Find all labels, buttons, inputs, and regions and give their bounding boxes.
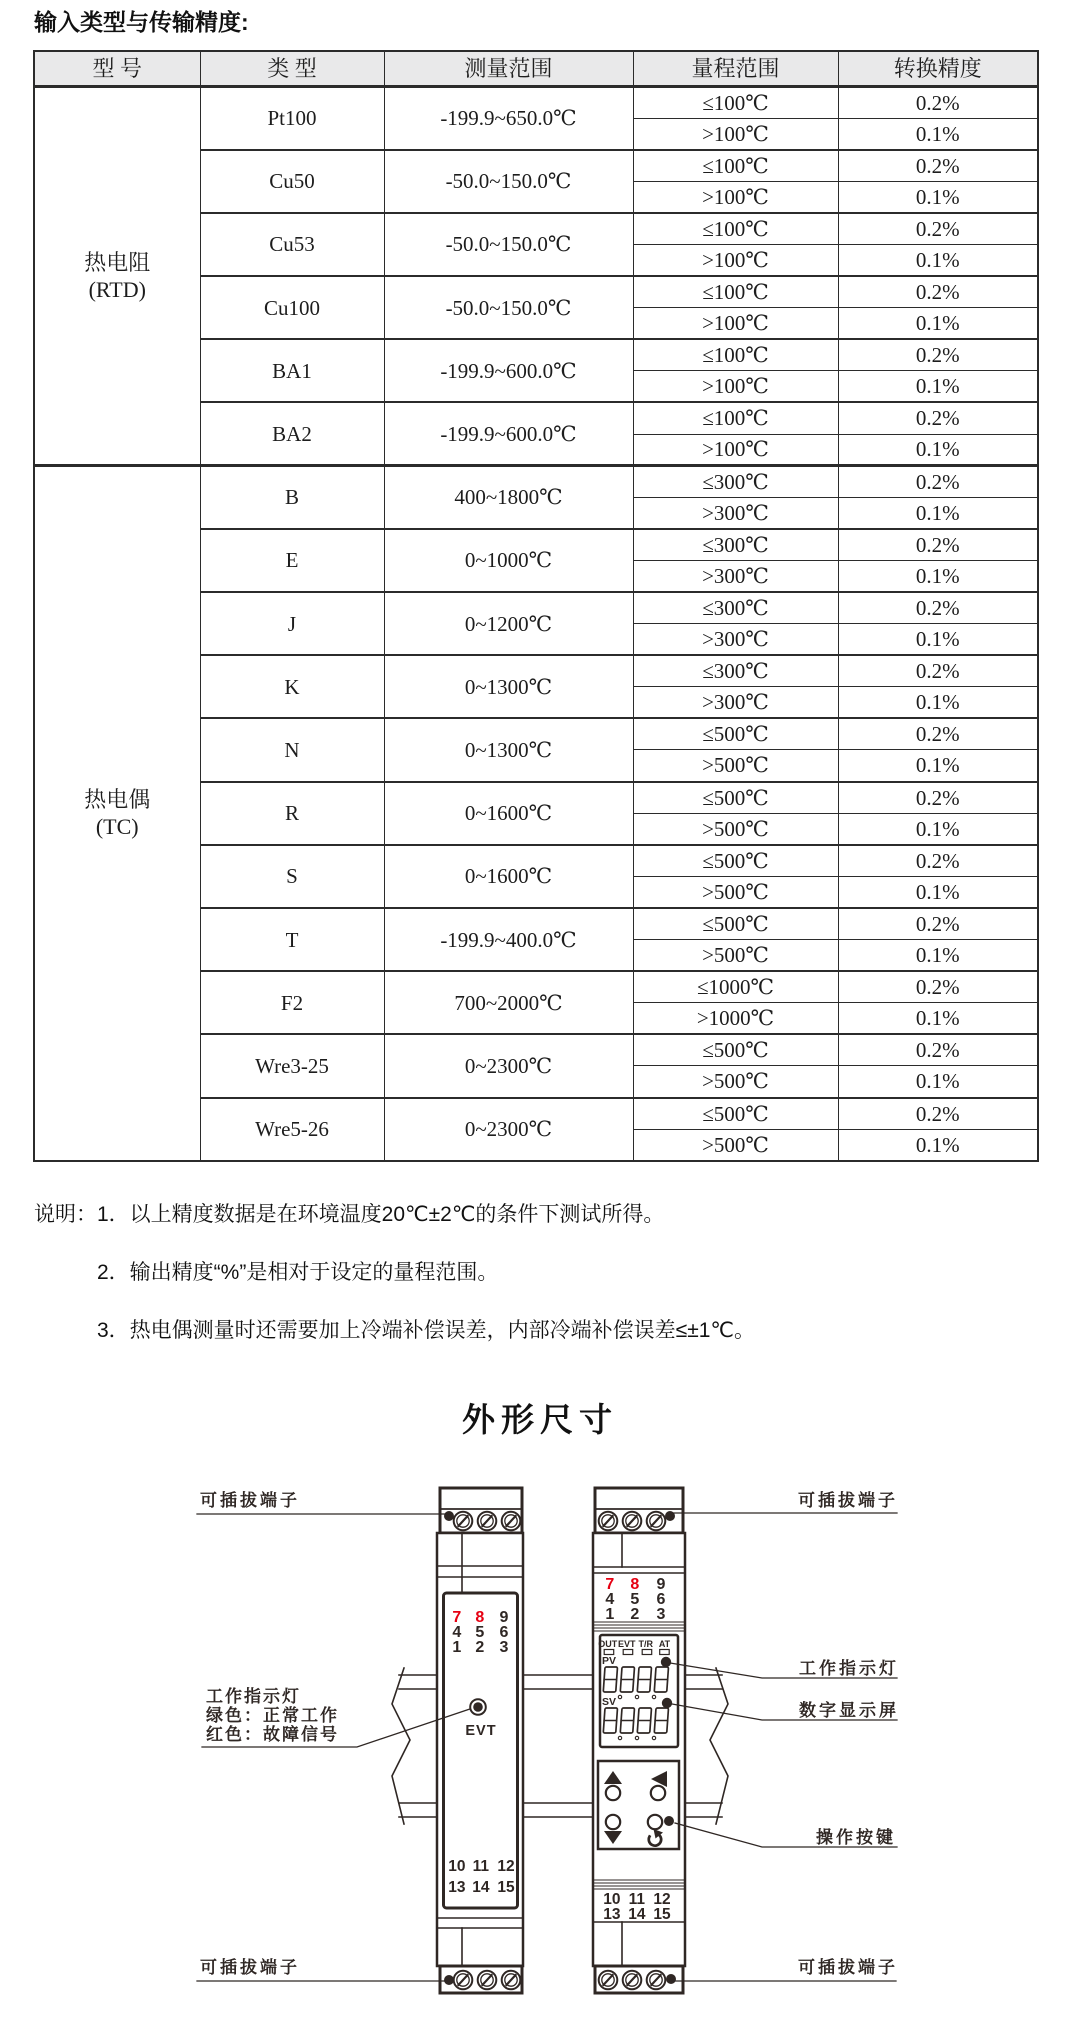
range-cell: -50.0~150.0℃ [384, 150, 633, 213]
label-terminal-bottom-right: 可插拔端子 [798, 1958, 898, 1977]
accuracy-cell: 0.1% [838, 560, 1038, 592]
span-cell: >500℃ [633, 1129, 838, 1161]
left-device [437, 1488, 523, 1993]
span-cell: ≤500℃ [633, 908, 838, 940]
type-cell: Wre3-25 [200, 1034, 384, 1097]
span-cell: ≤100℃ [633, 339, 838, 371]
accuracy-cell: 0.2% [838, 718, 1038, 750]
span-cell: >500℃ [633, 940, 838, 972]
type-cell: N [200, 718, 384, 781]
sv-label: SV [602, 1696, 617, 1708]
accuracy-cell: 0.2% [838, 1034, 1038, 1066]
label-display-right: 数字显示屏 [799, 1701, 899, 1720]
range-cell: -199.9~650.0℃ [384, 87, 633, 150]
span-cell: >1000℃ [633, 1003, 838, 1035]
svg-text:13 14 15: 13 14 15 [603, 1906, 671, 1923]
range-cell: 700~2000℃ [384, 971, 633, 1034]
range-cell: 0~1000℃ [384, 529, 633, 592]
span-cell: ≤100℃ [633, 213, 838, 245]
column-header-range: 测量范围 [384, 51, 633, 87]
label-terminal-bottom-left: 可插拔端子 [200, 1958, 300, 1977]
leader-lines [197, 1513, 897, 1981]
span-cell: ≤500℃ [633, 845, 838, 877]
evt-label: EVT [465, 1723, 497, 1739]
span-cell: >100℃ [633, 434, 838, 466]
type-cell: Cu100 [200, 276, 384, 339]
accuracy-cell: 0.2% [838, 276, 1038, 308]
accuracy-cell: 0.2% [838, 213, 1038, 245]
range-cell: -199.9~600.0℃ [384, 339, 633, 402]
accuracy-cell: 0.1% [838, 434, 1038, 466]
accuracy-cell: 0.2% [838, 971, 1038, 1003]
span-cell: >500℃ [633, 813, 838, 845]
accuracy-cell: 0.1% [838, 181, 1038, 213]
spec-table [33, 50, 1039, 1162]
label-indicator-left-red: 红色：故障信号 [206, 1725, 339, 1744]
accuracy-cell: 0.1% [838, 1129, 1038, 1161]
spec-table-body [34, 87, 1038, 1161]
svg-text:4 5 6: 4 5 6 [605, 1591, 666, 1608]
accuracy-cell: 0.1% [838, 750, 1038, 782]
label-indicator-right: 工作指示灯 [799, 1659, 899, 1678]
span-cell: ≤500℃ [633, 1034, 838, 1066]
range-cell: 0~1600℃ [384, 845, 633, 908]
outline-drawing [0, 1472, 1080, 2032]
svg-text:4 5 6: 4 5 6 [452, 1624, 509, 1641]
outline-section-title: 外形尺寸 [462, 1401, 618, 1438]
range-cell: 0~2300℃ [384, 1034, 633, 1097]
accuracy-cell: 0.2% [838, 529, 1038, 561]
span-cell: >100℃ [633, 118, 838, 150]
accuracy-cell: 0.1% [838, 308, 1038, 340]
span-cell: >300℃ [633, 624, 838, 656]
notes-block [34, 1200, 755, 1374]
type-cell: Cu53 [200, 213, 384, 276]
accuracy-cell: 0.2% [838, 87, 1038, 119]
left-bottom-terminal-dot [444, 1975, 454, 1985]
range-cell: 0~1200℃ [384, 592, 633, 655]
span-cell: ≤300℃ [633, 466, 838, 498]
type-cell: E [200, 529, 384, 592]
span-cell: ≤300℃ [633, 655, 838, 687]
label-indicator-left-green: 绿色：正常工作 [206, 1706, 339, 1725]
table-row [34, 87, 1038, 119]
span-cell: >300℃ [633, 687, 838, 719]
type-cell: B [200, 466, 384, 529]
accuracy-cell: 0.2% [838, 782, 1038, 814]
pv-label: PV [602, 1655, 617, 1667]
column-header-type: 类 型 [200, 51, 384, 87]
range-cell: 0~2300℃ [384, 1098, 633, 1161]
span-cell: ≤100℃ [633, 276, 838, 308]
column-header-accuracy: 转换精度 [838, 51, 1038, 87]
type-cell: S [200, 845, 384, 908]
rail-break-right [710, 1668, 728, 1824]
type-cell: T [200, 908, 384, 971]
span-cell: ≤500℃ [633, 782, 838, 814]
span-cell: ≤1000℃ [633, 971, 838, 1003]
span-cell: >100℃ [633, 371, 838, 403]
span-cell: >500℃ [633, 876, 838, 908]
svg-text:10 11 12: 10 11 12 [448, 1858, 515, 1875]
button-led-dot [664, 1816, 674, 1826]
accuracy-cell: 0.2% [838, 908, 1038, 940]
note-line-1: 说明：1．以上精度数据是在环境温度20℃±2℃的条件下测试所得。 [34, 1203, 665, 1226]
type-cell: R [200, 782, 384, 845]
span-cell: ≤300℃ [633, 592, 838, 624]
span-cell: ≤100℃ [633, 150, 838, 182]
label-buttons-right: 操作按键 [816, 1828, 896, 1847]
left-top-terminal-dot [444, 1511, 454, 1521]
note-line-2: 2．输出精度“%”是相对于设定的量程范围。 [97, 1261, 499, 1284]
right-device [593, 1488, 685, 1993]
span-cell: ≤500℃ [633, 718, 838, 750]
accuracy-cell: 0.2% [838, 402, 1038, 434]
accuracy-cell: 0.2% [838, 466, 1038, 498]
label-indicator-left-title: 工作指示灯 [206, 1687, 301, 1706]
accuracy-cell: 0.1% [838, 497, 1038, 529]
type-cell: K [200, 655, 384, 718]
span-cell: ≤100℃ [633, 87, 838, 119]
accuracy-cell: 0.1% [838, 940, 1038, 972]
svg-text:10 11 12: 10 11 12 [603, 1891, 671, 1908]
type-cell: BA2 [200, 402, 384, 465]
page-title: 输入类型与传输精度: [34, 9, 249, 35]
range-cell: 0~1600℃ [384, 782, 633, 845]
accuracy-cell: 0.1% [838, 1003, 1038, 1035]
rail-break-left [392, 1668, 410, 1824]
note-line-3: 3．热电偶测量时还需要加上冷端补偿误差，内部冷端补偿误差≤±1℃。 [97, 1319, 755, 1342]
svg-text:1 2 3: 1 2 3 [605, 1606, 666, 1623]
range-cell: 0~1300℃ [384, 718, 633, 781]
range-cell: 400~1800℃ [384, 466, 633, 529]
svg-text:1 2 3: 1 2 3 [452, 1639, 509, 1656]
range-cell: -50.0~150.0℃ [384, 213, 633, 276]
accuracy-cell: 0.2% [838, 592, 1038, 624]
model-cell: 热电阻 (RTD) [34, 87, 200, 466]
span-cell: ≤500℃ [633, 1098, 838, 1130]
span-cell: >100℃ [633, 181, 838, 213]
table-row [34, 466, 1038, 498]
span-cell: >300℃ [633, 560, 838, 592]
span-cell: >100℃ [633, 308, 838, 340]
range-cell: -50.0~150.0℃ [384, 276, 633, 339]
svg-text:7 8 9: 7 8 9 [452, 1609, 509, 1626]
label-terminal-top-left: 可插拔端子 [200, 1491, 300, 1510]
accuracy-cell: 0.2% [838, 339, 1038, 371]
type-cell: F2 [200, 971, 384, 1034]
span-cell: ≤300℃ [633, 529, 838, 561]
type-cell: J [200, 592, 384, 655]
accuracy-cell: 0.2% [838, 150, 1038, 182]
range-cell: -199.9~400.0℃ [384, 908, 633, 971]
accuracy-cell: 0.1% [838, 244, 1038, 276]
accuracy-cell: 0.2% [838, 845, 1038, 877]
range-cell: 0~1300℃ [384, 655, 633, 718]
span-cell: >500℃ [633, 750, 838, 782]
type-cell: Pt100 [200, 87, 384, 150]
range-cell: -199.9~600.0℃ [384, 402, 633, 465]
model-cell: 热电偶 (TC) [34, 466, 200, 1161]
span-cell: >100℃ [633, 244, 838, 276]
svg-text:7 8 9: 7 8 9 [605, 1576, 666, 1593]
accuracy-cell: 0.1% [838, 813, 1038, 845]
accuracy-cell: 0.2% [838, 655, 1038, 687]
column-header-model: 型 号 [34, 51, 200, 87]
accuracy-cell: 0.1% [838, 624, 1038, 656]
column-header-span: 量程范围 [633, 51, 838, 87]
right-bottom-terminal-dot [666, 1974, 676, 1984]
accuracy-cell: 0.1% [838, 687, 1038, 719]
accuracy-cell: 0.1% [838, 118, 1038, 150]
span-cell: ≤100℃ [633, 402, 838, 434]
type-cell: BA1 [200, 339, 384, 402]
sv-led-dot [662, 1698, 672, 1708]
span-cell: >300℃ [633, 497, 838, 529]
svg-text:OUT EVT T/R: OUT EVT T/R AT [598, 1639, 671, 1649]
accuracy-cell: 0.1% [838, 1066, 1038, 1098]
type-cell: Cu50 [200, 150, 384, 213]
table-header-row [34, 51, 1038, 87]
type-cell: Wre5-26 [200, 1098, 384, 1161]
span-cell: >500℃ [633, 1066, 838, 1098]
svg-text:13 14 15: 13 14 15 [448, 1879, 515, 1896]
accuracy-cell: 0.1% [838, 876, 1038, 908]
label-terminal-top-right: 可插拔端子 [798, 1491, 898, 1510]
pv-led-dot [661, 1657, 671, 1667]
accuracy-cell: 0.1% [838, 371, 1038, 403]
accuracy-cell: 0.2% [838, 1098, 1038, 1130]
